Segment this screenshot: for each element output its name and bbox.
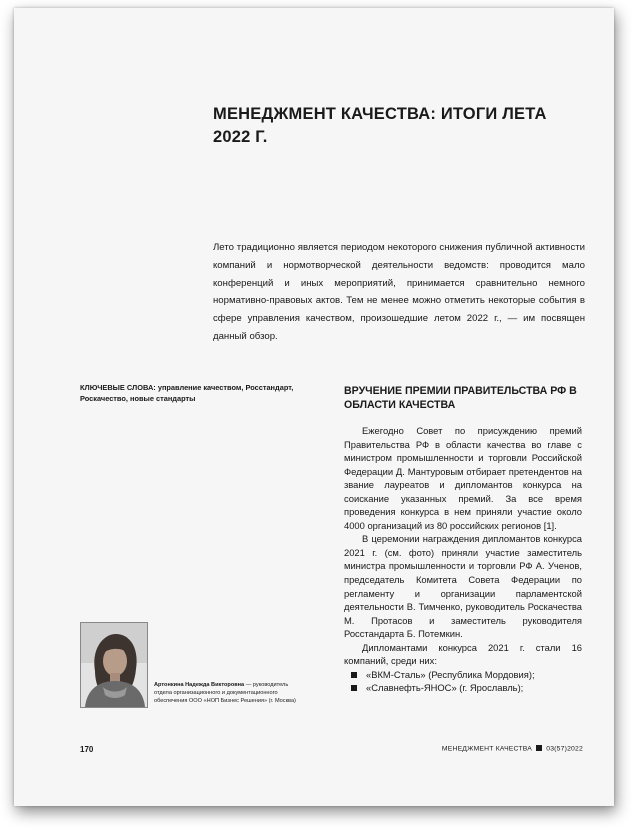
author-description: — руководитель отдела организационного и документационного обеспечения ООО «НОП Бизнес Решения» (г. Москва) [154,682,296,705]
section-heading: ВРУЧЕНИЕ ПРЕМИИ ПРАВИТЕЛЬСТВА РФ В ОБЛАСТИ КАЧЕСТВА [344,385,577,411]
running-footer [442,745,583,753]
journal-name: МЕНЕДЖМЕНТ КАЧЕСТВА [441,745,533,753]
author-photo [80,622,148,708]
section-body [344,424,582,695]
author-name: Артонкина Надежда Викторовна [154,682,245,688]
keywords [80,382,328,404]
paragraph: В церемонии награждения дипломантов конкурса 2021 г. (см. фото) приняли участие заместитель министра промышленности и торговли РФ А. Ученов, председатель Комитета Совета Федерации по регламенту и организации парламентской деятельности В. Тимченко, руководитель Роскачества М. Протасов и заместитель руководителя Росстандарта Б. Потемкин. [344,533,582,640]
article-lead: Лето традиционно является периодом некоторого снижения публичной активности компаний и нормотворческой деятельности ведомств: проводится мало конференций и иных мероприятий, принимается сравнительно немного нормативно-правовых актов. Тем не менее можно отметить некоторые события в сфере управления качеством, произошедшие летом 2022 г., — им посвящен данный обзор. [213,242,585,342]
square-bullet-icon [351,685,357,691]
page-number: 170 [80,745,94,754]
square-separator-icon [536,745,542,751]
keywords-label: КЛЮЧЕВЫЕ СЛОВА: [80,383,156,392]
keywords-text: управление качеством, Росстандарт, Роскачество, новые стандарты [80,383,294,403]
bullet-list [344,668,582,695]
journal-page [14,8,614,806]
author-caption [154,681,304,706]
square-bullet-icon [351,672,357,678]
list-item: «ВКМ-Сталь» (Республика Мордовия); [344,668,582,682]
list-item: «Славнефть-ЯНОС» (г. Ярославль); [344,681,582,695]
issue-number: 03(57)2022 [546,745,583,753]
paragraph: Дипломантами конкурса 2021 г. стали 16 компаний, среди них: [344,641,582,667]
article-title: МЕНЕДЖМЕНТ КАЧЕСТВА: ИТОГИ ЛЕТА 2022 Г. [213,105,547,146]
author-portrait-image [81,623,147,707]
paragraph: Ежегодно Совет по присуждению премий Правительства РФ в области качества во главе с министром промышленности и торговли Российской Федерации Д. Мантуровым отбирает претендентов на звание лауреатов и дипломантов конкурса на соискание указанных премий. За все время проведения конкурса в нем приняли участие около 4000 организаций из 80 российских регионов [1]. [344,425,582,531]
